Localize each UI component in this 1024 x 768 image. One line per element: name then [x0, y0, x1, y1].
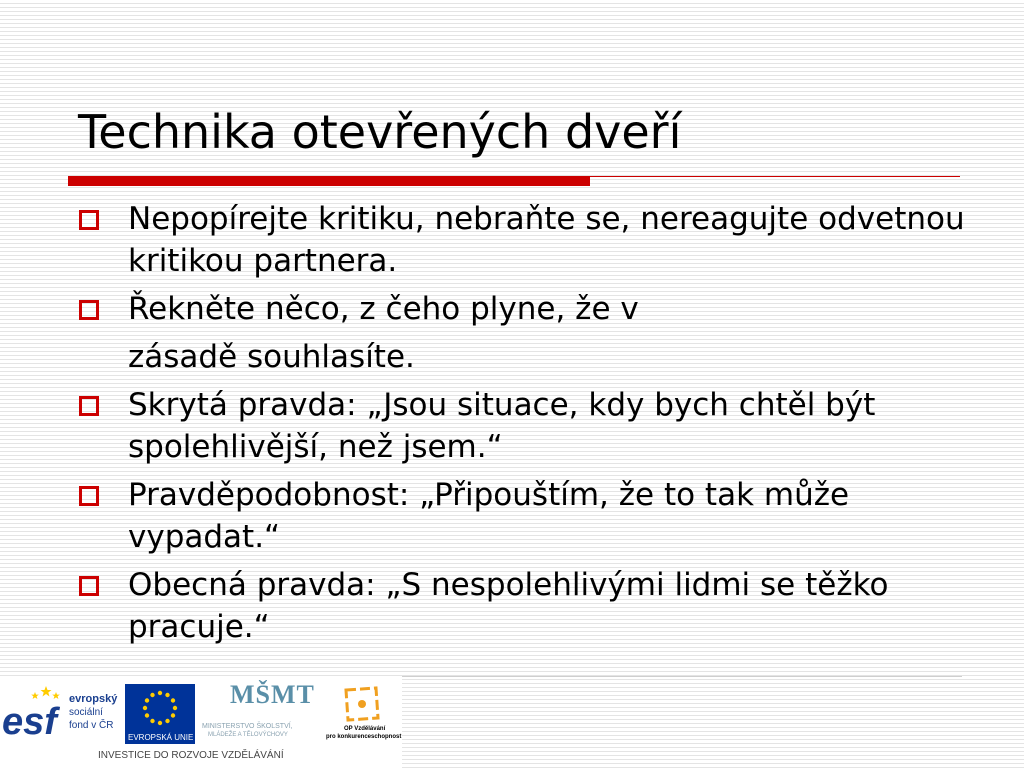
square-bullet-icon	[79, 396, 99, 416]
bullet-item	[0, 198, 1024, 282]
msmt-line-2: MLÁDEŽE A TĚLOVÝCHOVY	[208, 732, 288, 738]
title-underline-thin	[590, 176, 960, 177]
footer-slogan: INVESTICE DO ROZVOJE VZDĚLÁVÁNÍ	[98, 750, 284, 761]
bullet-text: Obecná pravda: „S nespolehlivými lidmi se těžko pracuje.“	[128, 567, 889, 645]
op-logo-icon	[340, 684, 384, 724]
msmt-line-1: MINISTERSTVO ŠKOLSTVÍ,	[202, 723, 293, 730]
bullet-item	[0, 474, 1024, 558]
title-underline-thick	[68, 176, 590, 186]
square-bullet-icon	[79, 210, 99, 230]
bullet-item	[0, 384, 1024, 468]
esf-line-2: sociální	[69, 707, 103, 718]
slide-title: Technika otevřených dveří	[78, 105, 682, 159]
esf-line-1: evropský	[69, 693, 118, 705]
bullet-text: Nepopírejte kritiku, nebraňte se, nereagujte odvetnou kritikou partnera.	[128, 201, 965, 279]
bullet-text: Skrytá pravda: „Jsou situace, kdy bych chtěl být spolehlivější, než jsem.“	[128, 387, 876, 465]
eu-flag-icon	[125, 684, 195, 732]
footer-logos	[0, 676, 402, 768]
bullet-text-continuation: zásadě souhlasíte.	[128, 339, 415, 375]
bullet-item	[0, 564, 1024, 648]
bullet-text: Pravděpodobnost: „Připouštím, že to tak může vypadat.“	[128, 477, 850, 555]
square-bullet-icon	[79, 576, 99, 596]
bullet-item	[0, 288, 1024, 378]
square-bullet-icon	[79, 300, 99, 320]
msmt-mark: MŠMT	[230, 680, 315, 709]
eu-label-bar	[125, 732, 195, 744]
esf-mark: esf	[2, 701, 57, 742]
op-line-1: OP Vzdělávání	[344, 726, 386, 732]
esf-line-3: fond v ČR	[69, 720, 114, 731]
footer-divider	[402, 676, 962, 677]
square-bullet-icon	[79, 486, 99, 506]
esf-logo-icon	[2, 682, 68, 742]
bullet-list	[0, 198, 1024, 654]
bullet-text: Řekněte něco, z čeho plyne, že v	[128, 291, 639, 327]
op-line-2: pro konkurenceschopnost	[326, 734, 402, 740]
eu-label: EVROPSKÁ UNIE	[128, 733, 194, 742]
